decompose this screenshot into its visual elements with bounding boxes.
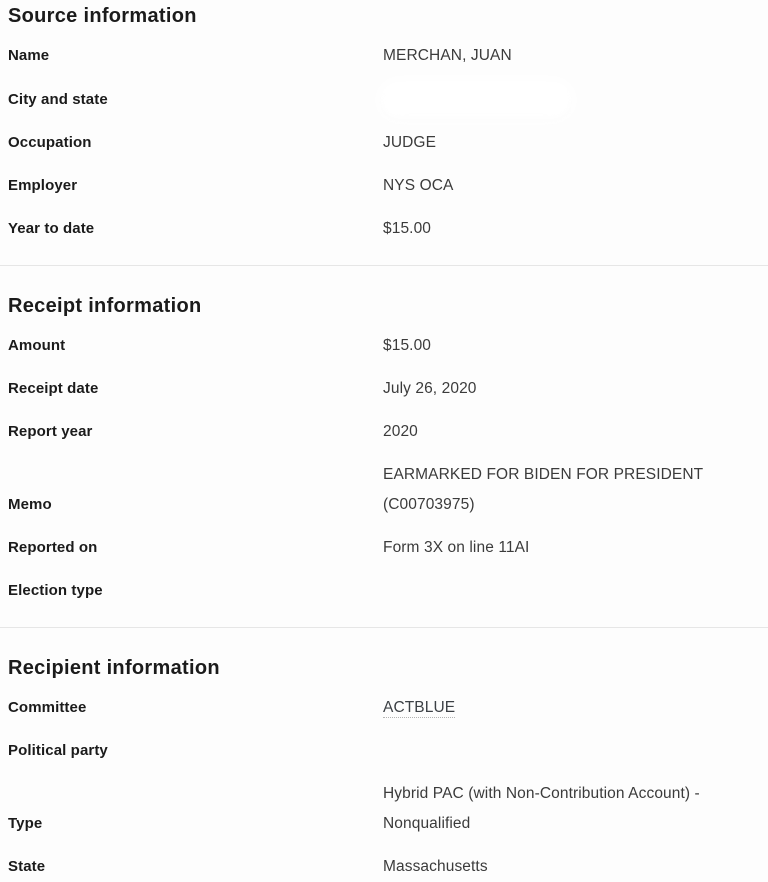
- section-receipt-information: [8, 294, 760, 606]
- section-divider: [0, 627, 768, 628]
- section-recipient-information: [8, 656, 760, 882]
- field-label: Receipt date: [8, 380, 99, 397]
- field-value: NYS OCA: [383, 177, 454, 194]
- row-year-to-date: [8, 201, 760, 244]
- field-label: Amount: [8, 337, 66, 354]
- field-value: [383, 84, 760, 115]
- field-value: Hybrid PAC (with Non-Contribution Account) - Nonqualified: [383, 785, 700, 832]
- section-source-information: [8, 4, 760, 244]
- field-value: EARMARKED FOR BIDEN FOR PRESIDENT (C00703975): [383, 466, 703, 513]
- field-value: $15.00: [383, 337, 432, 354]
- section-title: Source information: [8, 5, 197, 27]
- field-value: [383, 693, 760, 723]
- row-amount: [8, 318, 760, 361]
- row-city-and-state: [8, 71, 760, 115]
- section-title: Receipt information: [8, 295, 202, 317]
- field-value: MERCHAN, JUAN: [383, 47, 512, 64]
- field-label: Political party: [8, 742, 108, 759]
- row-political-party: [8, 723, 760, 766]
- field-label: State: [8, 858, 46, 875]
- field-label: Year to date: [8, 220, 95, 237]
- field-label: Occupation: [8, 134, 92, 151]
- field-label: Election type: [8, 582, 103, 599]
- field-value: July 26, 2020: [383, 380, 477, 397]
- field-value: Massachusetts: [383, 858, 488, 875]
- committee-link[interactable]: ACTBLUE: [383, 699, 456, 716]
- field-label: City and state: [8, 91, 108, 108]
- row-type: [8, 766, 760, 839]
- field-value: 2020: [383, 423, 418, 440]
- row-state: [8, 839, 760, 882]
- row-reported-on: [8, 520, 760, 563]
- field-label: Name: [8, 47, 50, 64]
- row-receipt-date: [8, 361, 760, 404]
- row-report-year: [8, 404, 760, 447]
- row-election-type: [8, 563, 760, 606]
- field-value: Form 3X on line 11AI: [383, 539, 530, 556]
- row-committee: [8, 680, 760, 723]
- field-label: Reported on: [8, 539, 98, 556]
- section-title: Recipient information: [8, 657, 220, 679]
- field-value: JUDGE: [383, 134, 437, 151]
- redacted-city-state-blur: [383, 84, 569, 116]
- row-occupation: [8, 115, 760, 158]
- field-label: Report year: [8, 423, 93, 440]
- row-name: [8, 28, 760, 71]
- field-label: Type: [8, 815, 43, 832]
- row-memo: [8, 447, 760, 520]
- field-label: Committee: [8, 699, 87, 716]
- section-divider: [0, 265, 768, 266]
- field-label: Memo: [8, 496, 52, 513]
- field-value: $15.00: [383, 220, 432, 237]
- row-employer: [8, 158, 760, 201]
- field-label: Employer: [8, 177, 78, 194]
